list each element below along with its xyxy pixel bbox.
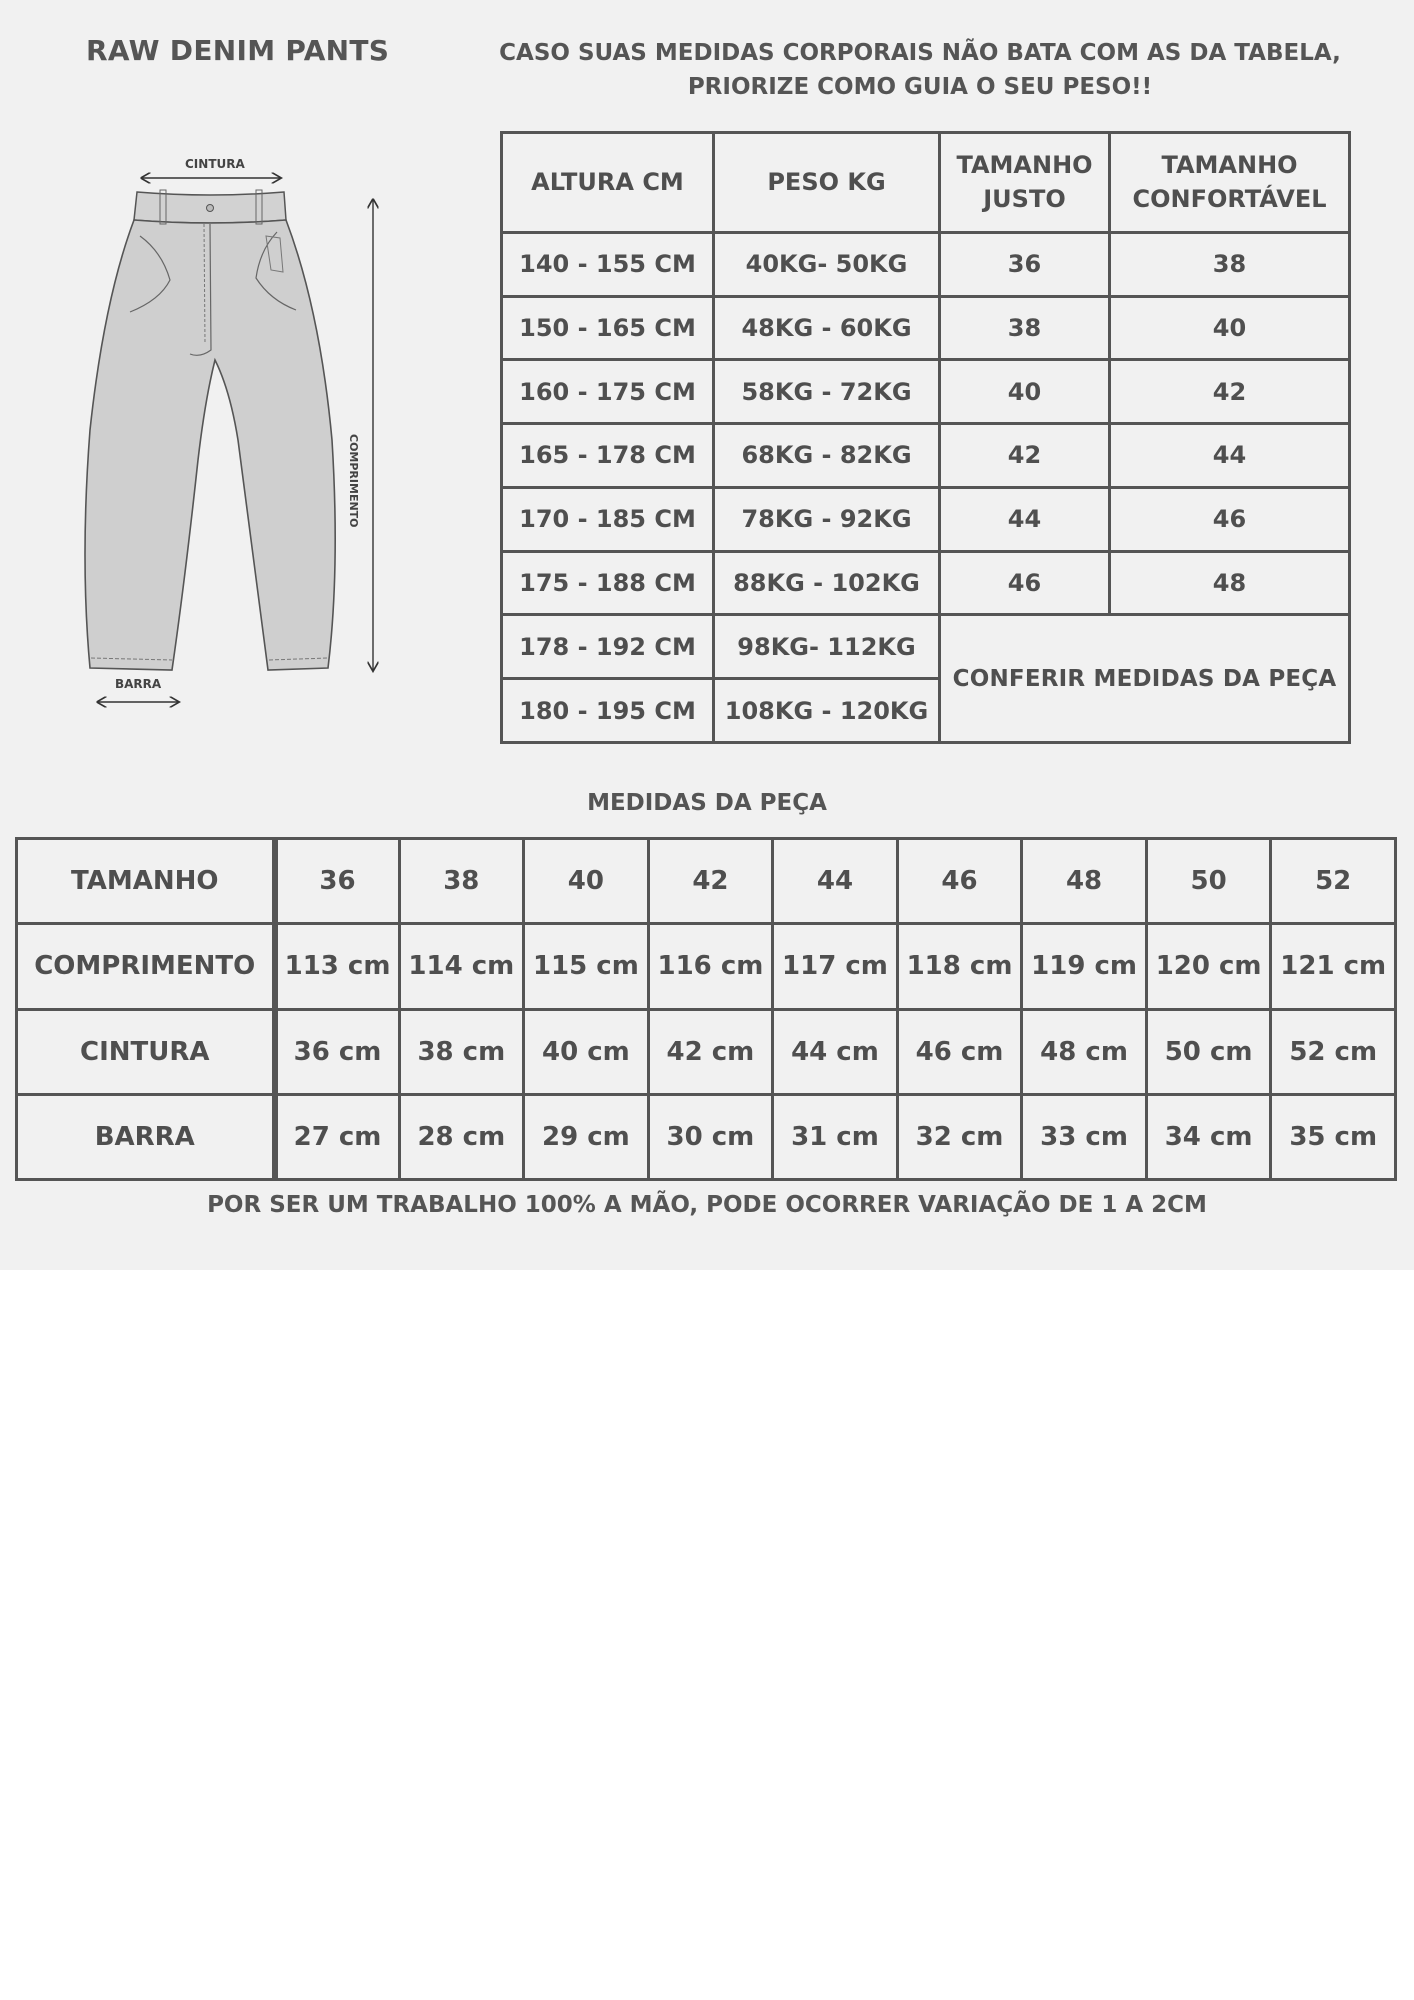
fit-size-cell: 44 [940, 487, 1110, 551]
hem-value: 27 cm [275, 1094, 400, 1179]
size-value: 52 [1271, 839, 1396, 924]
pants-drawing [70, 140, 430, 720]
hem-row [17, 1094, 1396, 1179]
height-cell: 150 - 165 CM [502, 296, 714, 360]
length-value: 117 cm [773, 924, 898, 1009]
length-value: 114 cm [399, 924, 524, 1009]
fit-size-cell: 38 [940, 296, 1110, 360]
table-row [502, 424, 1350, 488]
pants-illustration [70, 140, 430, 720]
garment-measures-title: MEDIDAS DA PEÇA [587, 790, 827, 816]
size-value: 46 [897, 839, 1022, 924]
fit-size-cell: 42 [940, 424, 1110, 488]
header-fit-size-line1: TAMANHO [956, 151, 1093, 180]
hem-value: 34 cm [1146, 1094, 1271, 1179]
weight-cell: 78KG - 92KG [714, 487, 940, 551]
waist-value: 42 cm [648, 1009, 773, 1094]
weight-cell: 58KG - 72KG [714, 360, 940, 424]
height-cell: 140 - 155 CM [502, 232, 714, 296]
height-cell: 160 - 175 CM [502, 360, 714, 424]
waist-value: 52 cm [1271, 1009, 1396, 1094]
product-title: RAW DENIM PANTS [86, 34, 390, 67]
garment-measures-table [15, 837, 1397, 1181]
size-value: 50 [1146, 839, 1271, 924]
size-value: 40 [524, 839, 649, 924]
length-value: 118 cm [897, 924, 1022, 1009]
height-cell: 165 - 178 CM [502, 424, 714, 488]
size-value: 42 [648, 839, 773, 924]
waist-value: 44 cm [773, 1009, 898, 1094]
notice-line-2: PRIORIZE COMO GUIA O SEU PESO!! [687, 74, 1153, 100]
size-value: 48 [1022, 839, 1147, 924]
fit-size-cell: 40 [940, 360, 1110, 424]
table-row [502, 487, 1350, 551]
header-height: ALTURA CM [502, 133, 714, 233]
size-row [17, 839, 1396, 924]
length-value: 120 cm [1146, 924, 1271, 1009]
waist-value: 46 cm [897, 1009, 1022, 1094]
table-row [502, 615, 1350, 679]
hem-value: 35 cm [1271, 1094, 1396, 1179]
check-garment-measures-note: CONFERIR MEDIDAS DA PEÇA [940, 615, 1350, 743]
table-row [502, 296, 1350, 360]
weight-cell: 108KG - 120KG [714, 679, 940, 743]
row-label-hem: BARRA [17, 1094, 275, 1179]
header-fit-size-line2: JUSTO [983, 185, 1066, 214]
waist-label: CINTURA [185, 157, 245, 171]
row-label-waist: CINTURA [17, 1009, 275, 1094]
weight-cell: 40KG- 50KG [714, 232, 940, 296]
hem-label: BARRA [115, 677, 162, 691]
waist-value: 48 cm [1022, 1009, 1147, 1094]
header-weight: PESO KG [714, 133, 940, 233]
sizing-notice [470, 36, 1370, 104]
header-fit-size [940, 133, 1110, 233]
length-label: COMPRIMENTO [347, 434, 360, 528]
table-row [502, 551, 1350, 615]
length-value: 116 cm [648, 924, 773, 1009]
size-guide-header-row [502, 133, 1350, 233]
length-value: 119 cm [1022, 924, 1147, 1009]
waist-value: 40 cm [524, 1009, 649, 1094]
header-comfort-size-line1: TAMANHO [1161, 151, 1298, 180]
waist-value: 38 cm [399, 1009, 524, 1094]
header-comfort-size-line2: CONFORTÁVEL [1132, 185, 1327, 214]
size-value: 44 [773, 839, 898, 924]
hem-value: 28 cm [399, 1094, 524, 1179]
height-cell: 180 - 195 CM [502, 679, 714, 743]
height-cell: 175 - 188 CM [502, 551, 714, 615]
table-row [502, 232, 1350, 296]
length-row [17, 924, 1396, 1009]
weight-cell: 88KG - 102KG [714, 551, 940, 615]
waist-row [17, 1009, 1396, 1094]
table-row [502, 360, 1350, 424]
comfort-size-cell: 42 [1110, 360, 1350, 424]
row-label-length: COMPRIMENTO [17, 924, 275, 1009]
comfort-size-cell: 46 [1110, 487, 1350, 551]
hem-value: 30 cm [648, 1094, 773, 1179]
height-cell: 170 - 185 CM [502, 487, 714, 551]
handmade-variation-note: POR SER UM TRABALHO 100% A MÃO, PODE OCORRER VARIAÇÃO DE 1 A 2CM [207, 1192, 1207, 1218]
size-value: 36 [275, 839, 400, 924]
length-value: 115 cm [524, 924, 649, 1009]
fit-size-cell: 36 [940, 232, 1110, 296]
comfort-size-cell: 44 [1110, 424, 1350, 488]
height-cell: 178 - 192 CM [502, 615, 714, 679]
hem-value: 31 cm [773, 1094, 898, 1179]
hem-value: 29 cm [524, 1094, 649, 1179]
weight-cell: 48KG - 60KG [714, 296, 940, 360]
waist-value: 36 cm [275, 1009, 400, 1094]
length-value: 121 cm [1271, 924, 1396, 1009]
comfort-size-cell: 48 [1110, 551, 1350, 615]
length-value: 113 cm [275, 924, 400, 1009]
notice-line-1: CASO SUAS MEDIDAS CORPORAIS NÃO BATA COM AS DA TABELA, [499, 40, 1341, 66]
row-label-size: TAMANHO [17, 839, 275, 924]
waist-value: 50 cm [1146, 1009, 1271, 1094]
comfort-size-cell: 40 [1110, 296, 1350, 360]
size-value: 38 [399, 839, 524, 924]
hem-value: 33 cm [1022, 1094, 1147, 1179]
size-guide-table [500, 131, 1351, 744]
comfort-size-cell: 38 [1110, 232, 1350, 296]
fit-size-cell: 46 [940, 551, 1110, 615]
weight-cell: 68KG - 82KG [714, 424, 940, 488]
hem-value: 32 cm [897, 1094, 1022, 1179]
header-comfort-size [1110, 133, 1350, 233]
weight-cell: 98KG- 112KG [714, 615, 940, 679]
